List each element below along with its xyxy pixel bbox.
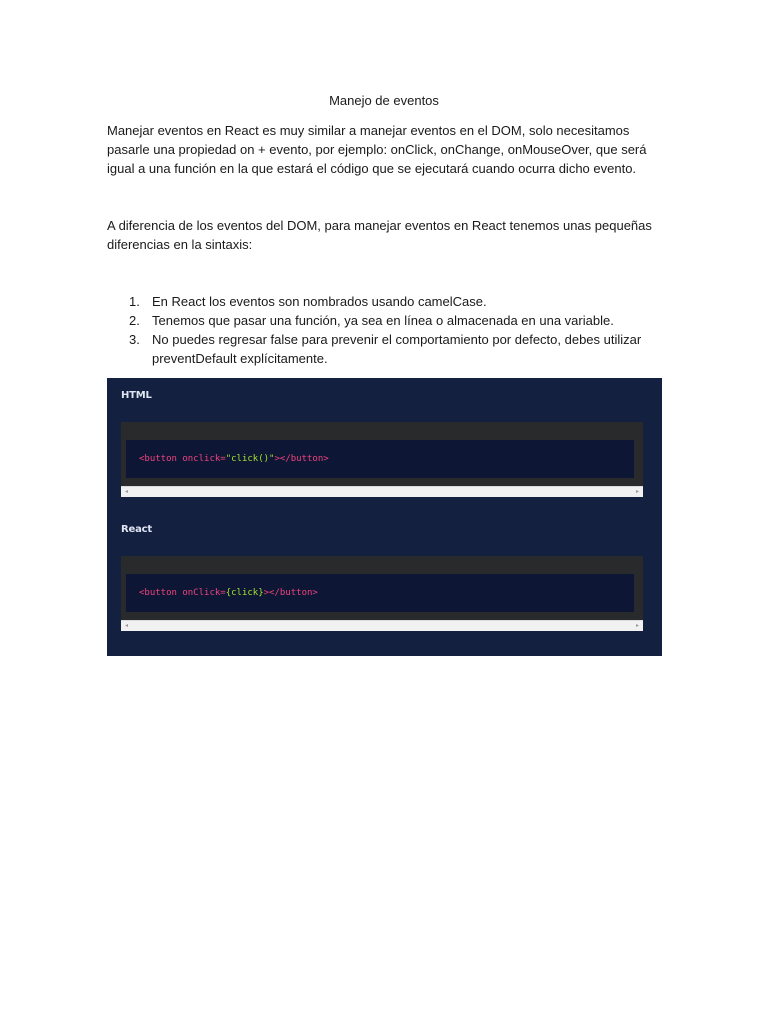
differences-paragraph: A diferencia de los eventos del DOM, para manejar eventos en React tenemos unas pequeñas diferencias en la sintaxis: <box>107 218 652 252</box>
intro-paragraph: Manejar eventos en React es muy similar a manejar eventos en el DOM, solo necesitamos pasarle una propiedad on + evento, por ejemplo: onClick, onChange, onMouseOver, que será igual a una función en la que estará el código que se ejecutará cuando ocurra dicho evento. <box>107 123 647 176</box>
react-section-label: React <box>121 524 152 535</box>
horizontal-scrollbar[interactable] <box>121 486 643 497</box>
scroll-right-arrow-icon[interactable]: ▸ <box>635 622 639 629</box>
list-item <box>107 311 663 330</box>
code-close-tag: ></button> <box>274 454 329 464</box>
code-close-tag: ></button> <box>263 588 318 598</box>
code-attribute-value: {click} <box>225 588 264 598</box>
list-item <box>107 330 663 368</box>
react-code-block <box>121 556 643 631</box>
list-item-number: 3. <box>129 332 140 347</box>
code-attribute-value: "click()" <box>225 454 275 464</box>
list-item <box>107 292 663 311</box>
list-item-number: 2. <box>129 313 140 328</box>
list-item-text: Tenemos que pasar una función, ya sea en línea o almacenada en una variable. <box>152 313 614 328</box>
list-item-number: 1. <box>129 294 140 309</box>
code-open-tag: <button onclick= <box>139 454 226 464</box>
react-code-line <box>126 574 634 612</box>
horizontal-scrollbar[interactable] <box>121 620 643 631</box>
differences-list <box>107 292 663 368</box>
html-section-label: HTML <box>121 390 152 401</box>
page-title: Manejo de eventos <box>329 93 439 108</box>
code-comparison-figure <box>107 378 662 656</box>
scroll-left-arrow-icon[interactable]: ◂ <box>124 488 128 495</box>
list-item-text: No puedes regresar false para prevenir el comportamiento por defecto, debes utilizar preventDefault explícitamente. <box>152 332 642 366</box>
html-code-block <box>121 422 643 497</box>
scroll-left-arrow-icon[interactable]: ◂ <box>124 622 128 629</box>
html-code-line <box>126 440 634 478</box>
list-item-text: En React los eventos son nombrados usando camelCase. <box>152 294 487 309</box>
code-open-tag: <button onClick= <box>139 588 226 598</box>
scroll-right-arrow-icon[interactable]: ▸ <box>635 488 639 495</box>
